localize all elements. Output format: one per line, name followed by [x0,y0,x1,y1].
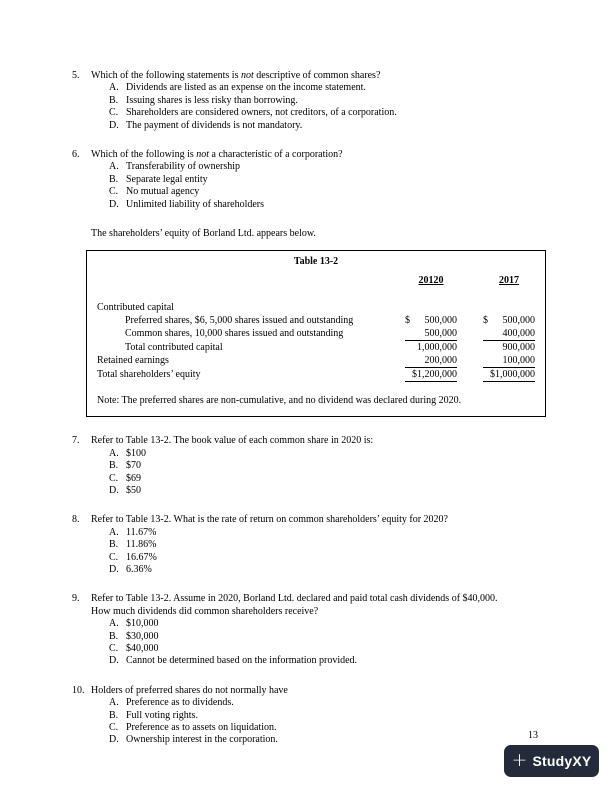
question-8 [72,514,558,576]
question-10 [72,685,558,747]
question-6 [72,149,558,211]
option-c: C. Shareholders are considered owners, not creditors, of a corporation. [109,107,397,119]
question-text: Refer to Table 13-2. Assume in 2020, Borland Ltd. declared and paid total cash dividends of $40,000. How much dividends did common shareholders receive? [91,593,498,617]
column-header-2020: 20120 [418,274,444,286]
option-b: B. $70 [109,460,141,472]
table-header-row [97,274,535,287]
question-number: 6. [72,149,80,161]
option-c: C. $69 [109,472,141,484]
option-c: C. Preference as to assets on liquidation. [109,722,277,733]
table-intro-text: The shareholders’ equity of Borland Ltd. appears below. [91,228,316,240]
option-c: C. 16.67% [109,551,157,563]
option-d: D. 6.36% [109,563,152,575]
option-c: C. $40,000 [109,642,159,654]
option-b: B. $30,000 [109,630,159,642]
question-number: 8. [72,514,80,526]
option-d: D. $50 [109,484,141,496]
plus-icon: + [511,748,528,771]
table-note: Note: The preferred shares are non-cumulative, and no dividend was declared during 2020. [97,394,462,406]
question-text: Refer to Table 13-2. The book value of each common share in 2020 is: [91,435,374,447]
option-a: A. $10,000 [109,618,159,630]
option-a: A. 11.67% [109,526,157,538]
option-b: B. 11.86% [109,539,157,551]
question-number: 10. [72,684,85,696]
question-7 [72,435,558,497]
table-row-contributed-capital: Contributed capital [97,301,174,313]
option-b: B. Separate legal entity [109,173,208,185]
table-title: Table 13-2 [293,256,339,268]
table-row-retained-earnings: Retained earnings 200,000 100,000 [97,354,535,366]
question-5 [72,70,558,132]
table-row-preferred-shares: Preferred shares, $6, 5,000 shares issued and outstanding $ 500,000 $ 500,000 [125,314,535,326]
question-number: 9. [72,593,80,605]
option-a: A. Transferability of ownership [109,161,241,173]
table-row-common-shares: Common shares, 10,000 shares issued and outstanding 500,000 400,000 [125,327,535,339]
studyxy-logo [504,745,599,777]
option-d: D. Cannot be determined based on the information provided. [109,655,358,667]
option-b: B. Issuing shares is less risky than borrowing. [109,94,298,106]
column-header-2017: 2017 [499,274,519,286]
question-text: Which of the following statements is not descriptive of common shares? [91,70,381,81]
question-text: Refer to Table 13-2. What is the rate of return on common shareholders’ equity for 2020? [91,514,448,526]
option-d: D. The payment of dividends is not mandatory. [109,119,303,131]
table-row-total-contributed-capital: Total contributed capital 1,000,000 900,000 [125,341,535,353]
question-9 [72,593,558,667]
option-d: D. Ownership interest in the corporation. [109,734,278,746]
table-row-total-shareholders-equity: Total shareholders’ equity $1,200,000 $1,000,000 [97,368,535,380]
page-number: 13 [528,729,538,741]
question-text: Holders of preferred shares do not normally have [91,684,288,696]
option-a: A. Preference as to dividends. [109,697,234,709]
option-d: D. Unlimited liability of shareholders [109,198,265,210]
brand-name: StudyXY [532,752,592,769]
question-number: 5. [72,70,80,81]
question-number: 7. [72,435,80,447]
option-b: B. Full voting rights. [109,709,198,721]
table-13-2 [86,250,546,417]
option-a: A. Dividends are listed as an expense on the income statement. [109,82,366,94]
option-c: C. No mutual agency [109,186,200,198]
option-a: A. $100 [109,447,146,459]
question-text: Which of the following is not a characteristic of a corporation? [91,149,343,161]
